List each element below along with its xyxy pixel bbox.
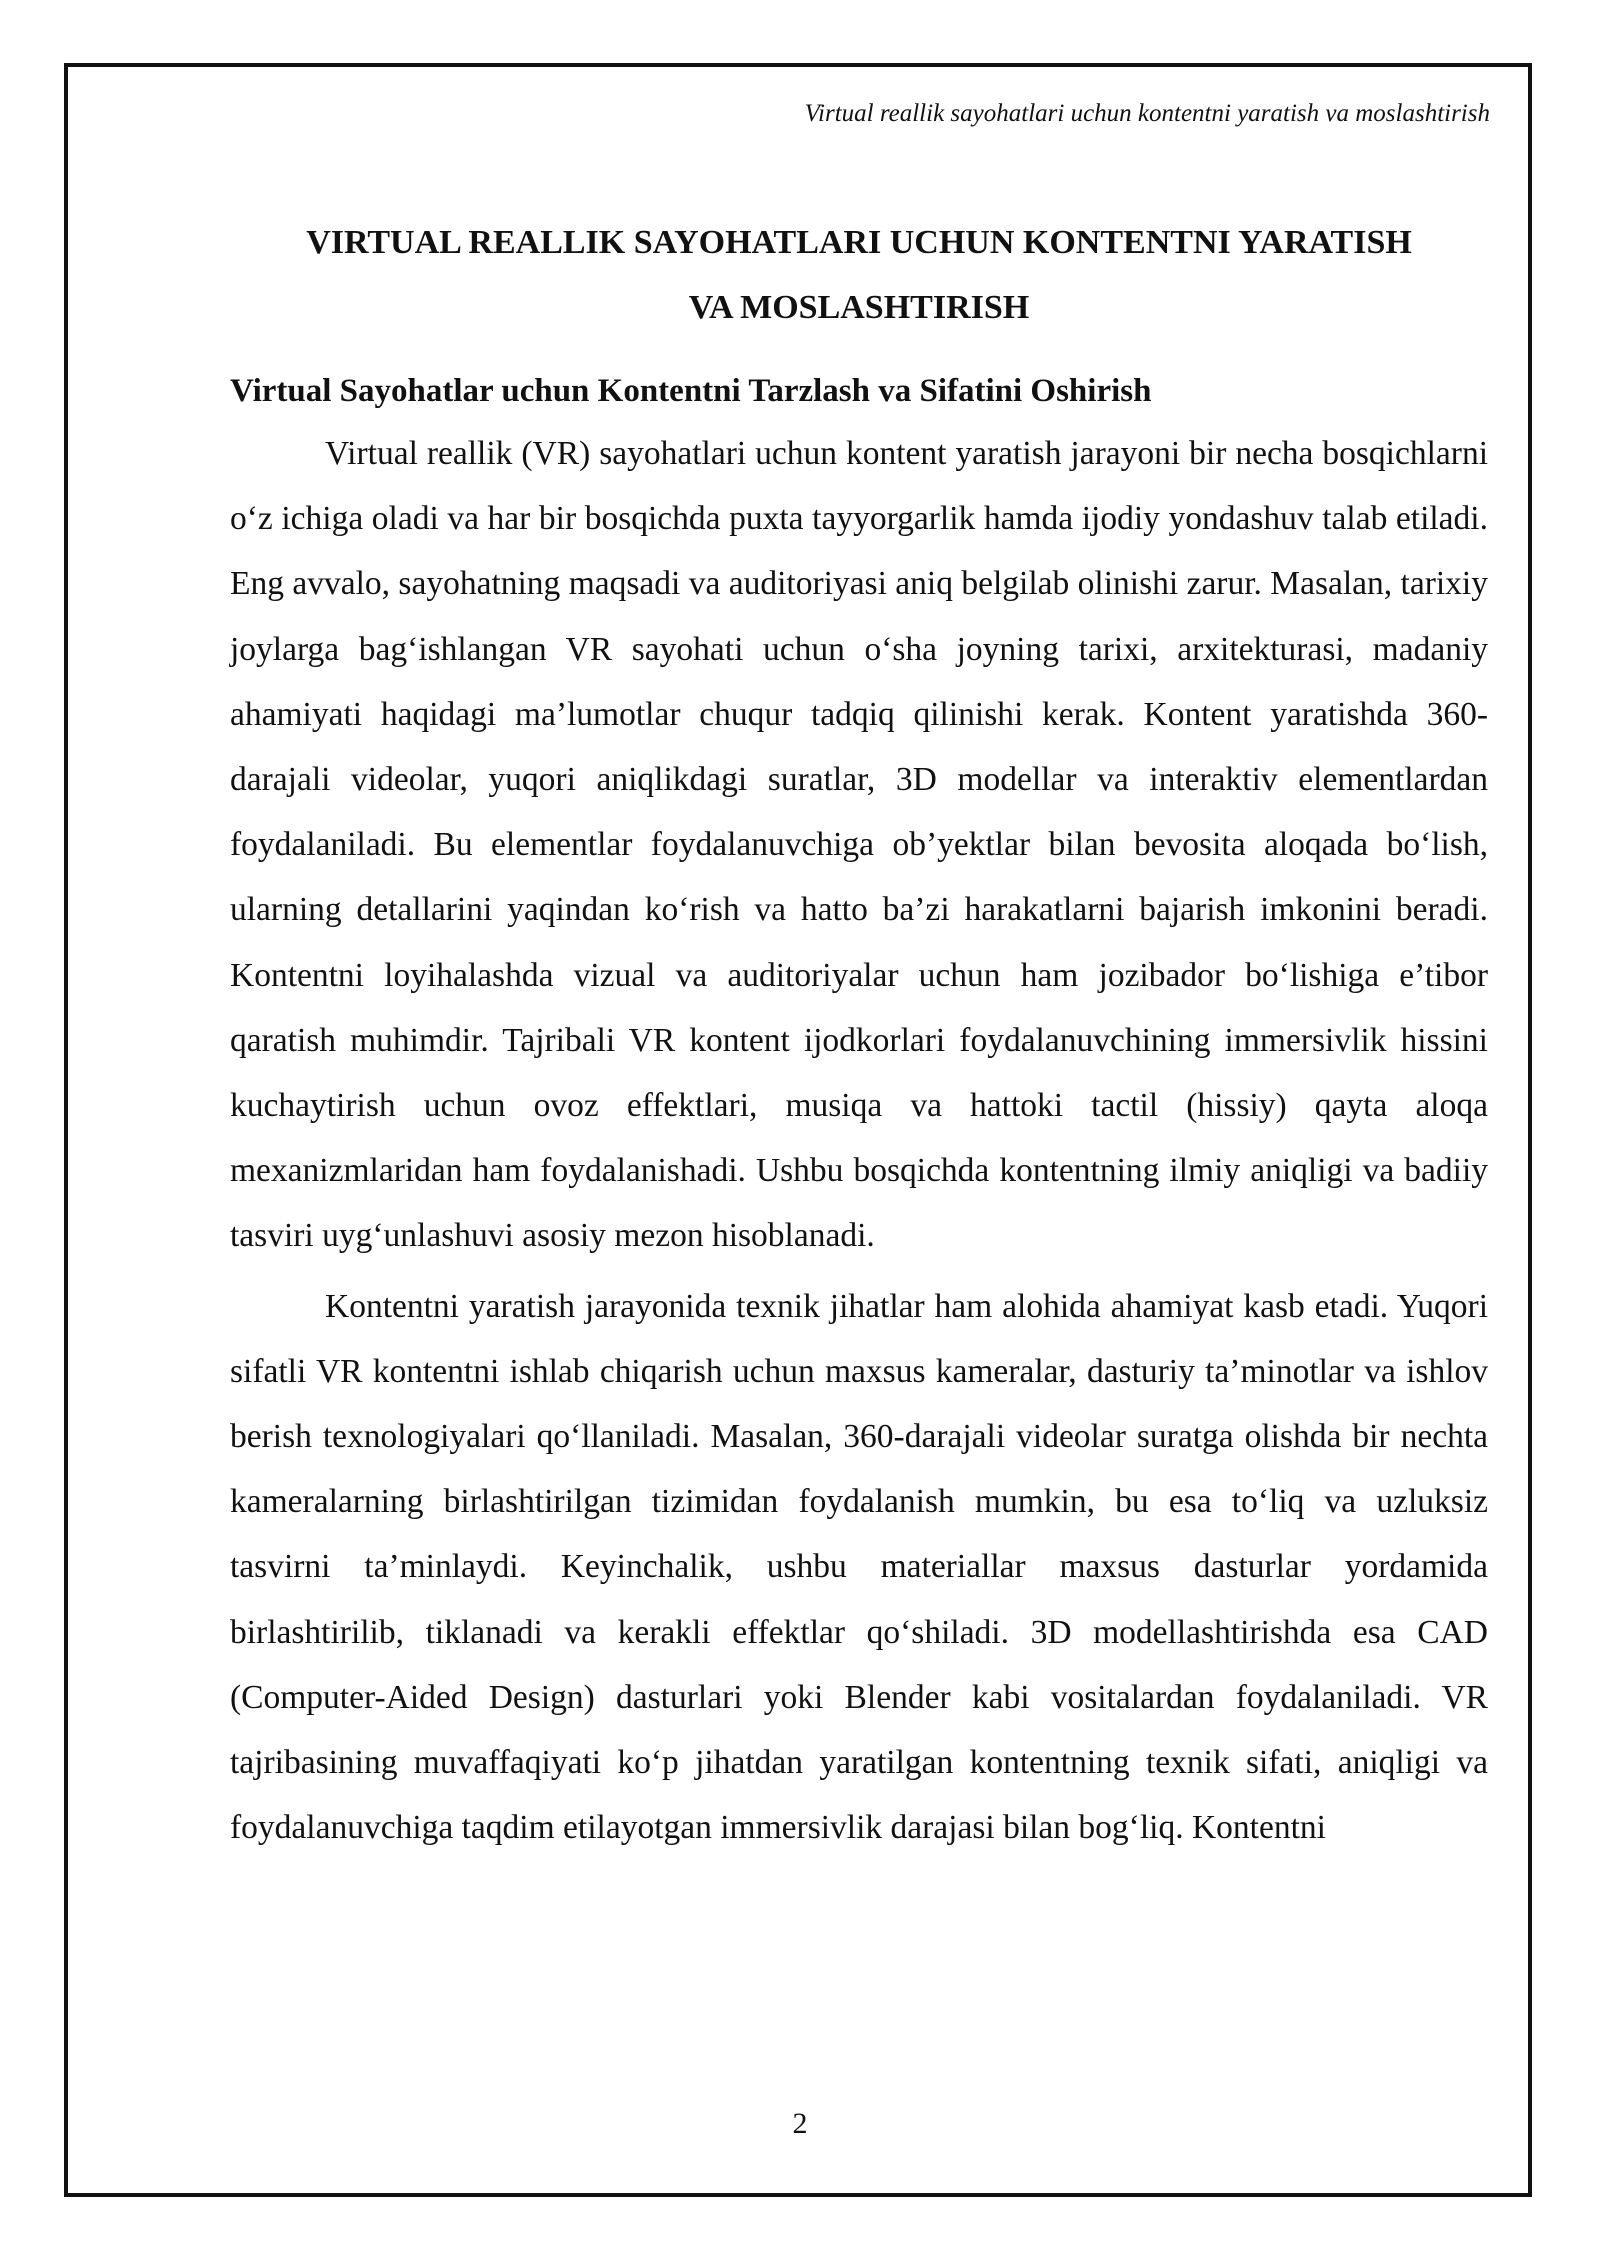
running-header: Virtual reallik sayohatlari uchun kontentni yaratish va moslashtirish xyxy=(804,100,1490,127)
body-paragraph-1: Virtual reallik (VR) sayohatlari uchun kontent yaratish jarayoni bir necha bosqichlarni o‘z ichiga oladi va har bir bosqichda puxta tayyorgarlik hamda ijodiy yondashuv talab etiladi. Eng avvalo, sayohatning maqsadi va auditoriyasi aniq belgilab olinishi zarur. Masalan, tarixiy joylarga bag‘ishlangan VR sayohati uchun o‘sha joyning tarixi, arxitekturasi, madaniy ahamiyati haqidagi ma’lumotlar chuqur tadqiq qilinishi kerak. Kontent yaratishda 360-darajali videolar, yuqori aniqlikdagi suratlar, 3D modellar va interaktiv elementlardan foydalaniladi. Bu elementlar foydalanuvchiga ob’yektlar bilan bevosita aloqada bo‘lish, ularning detallarini yaqindan ko‘rish va hatto ba’zi harakatlarni bajarish imkonini beradi. Kontentni loyihalashda vizual va auditoriyalar uchun ham jozibador bo‘lishiga e’tibor qaratish muhimdir. Tajribali VR kontent ijodkorlari foydalanuvchining immersivlik hissini kuchaytirish uchun ovoz effektlari, musiqa va hattoki tactil (hissiy) qayta aloqa mexanizmlaridan ham foydalanishadi. Ushbu bosqichda kontentning ilmiy aniqligi va badiiy tasviri uyg‘unlashuvi asosiy mezon hisoblanadi. xyxy=(230,435,1488,1255)
document-title-line-1: VIRTUAL REALLIK SAYOHATLARI UCHUN KONTENTNI YARATISH xyxy=(306,224,1412,261)
document-title xyxy=(230,210,1488,340)
page-content xyxy=(230,210,1488,1860)
page-number: 2 xyxy=(792,2107,808,2140)
body-paragraph-2: Kontentni yaratish jarayonida texnik jihatlar ham alohida ahamiyat kasb etadi. Yuqori sifatli VR kontentni ishlab chiqarish uchun maxsus kameralar, dasturiy ta’minotlar va ishlov berish texnologiyalari qo‘llaniladi. Masalan, 360-darajali videolar suratga olishda bir nechta kameralarning birlashtirilgan tizimidan foydalanish mumkin, bu esa to‘liq va uzluksiz tasvirni ta’minlaydi. Keyinchalik, ushbu materiallar maxsus dasturlar yordamida birlashtirilib, tiklanadi va kerakli effektlar qo‘shiladi. 3D modellashtirishda esa CAD (Computer-Aided Design) dasturlari yoki Blender kabi vositalardan foydalaniladi. VR tajribasining muvaffaqiyati ko‘p jihatdan yaratilgan kontentning texnik sifati, aniqligi va foydalanuvchiga taqdim etilayotgan immersivlik darajasi bilan bog‘liq. Kontentni xyxy=(230,1287,1488,1847)
section-heading: Virtual Sayohatlar uchun Kontentni Tarzlash va Sifatini Oshirish xyxy=(230,373,1152,409)
document-title-line-2: VA MOSLASHTIRISH xyxy=(688,289,1030,326)
